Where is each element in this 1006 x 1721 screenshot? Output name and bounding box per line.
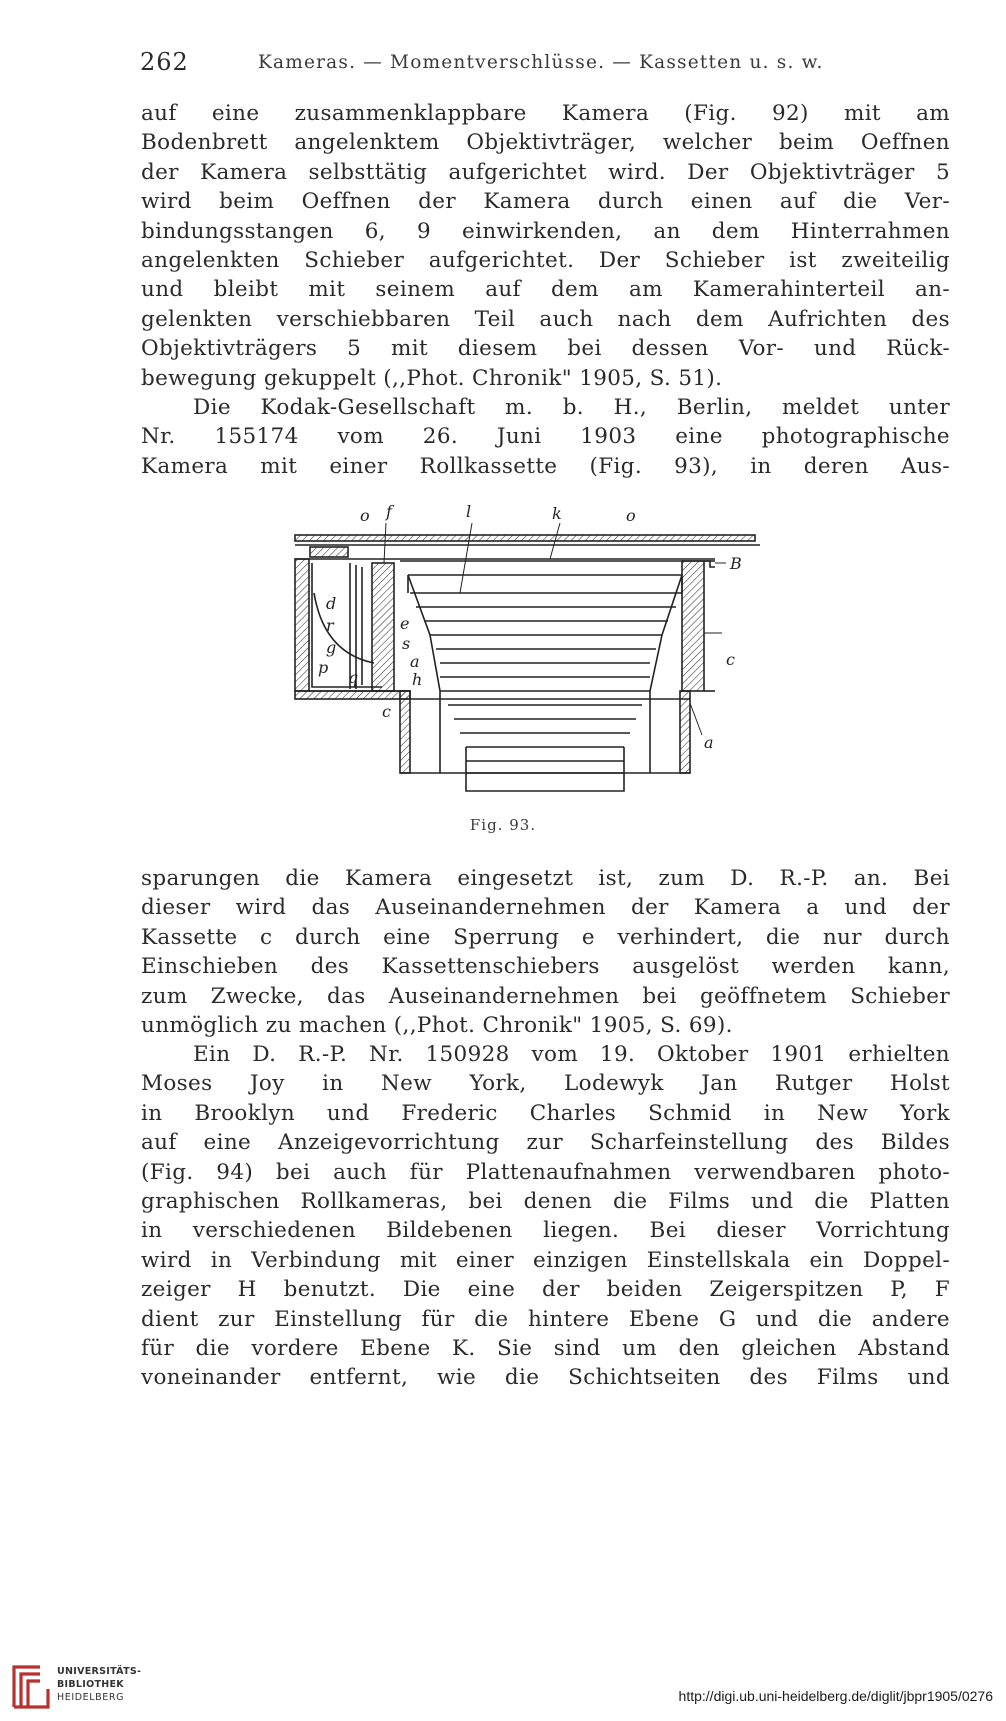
figure-label: o [626,506,636,525]
text-line: Objektivträgers 5 mit diesem bei dessen Vor- und Rück- [141,336,950,362]
figure-label: h [412,670,423,689]
figure-label: q [348,668,359,687]
text-line: für die vordere Ebene K. Sie sind um den gleichen Abstand [141,1335,950,1361]
text-line: Die Kodak-Gesellschaft m. b. H., Berlin, meldet unter [193,395,950,420]
running-head: Kameras. — Momentverschlüsse. — Kassetten u. s. w. [258,52,824,73]
text-line: in verschiedenen Bildebenen liegen. Bei dieser Vorrichtung [141,1218,950,1244]
page-number: 262 [140,48,189,76]
logo-line: UNIVERSITÄTS- [57,1666,142,1677]
figure-93 [290,503,810,803]
text-line: wird beim Oeffnen der Kamera durch einen auf die Ver- [141,189,950,215]
text-line: zeiger H benutzt. Die eine der beiden Zeigerspitzen P, F [141,1277,950,1303]
text-line: dient zur Einstellung für die hintere Ebene G und die andere [141,1306,950,1332]
paragraph-3 [141,864,950,1040]
figure-label: e [400,614,410,633]
text-line: voneinander entfernt, wie die Schichtseiten des Films und [141,1365,950,1391]
logo-line: HEIDELBERG [57,1692,125,1703]
text-line: Einschieben des Kassettenschiebers ausgelöst werden kann, [141,954,950,980]
figure-label: B [730,554,742,573]
figure-label: g [326,638,337,657]
library-logo-text [57,1665,141,1704]
library-logo-icon [10,1663,52,1709]
figure-label: s [402,634,411,653]
figure-label: c [726,650,735,669]
figure-label: r [326,616,334,635]
figure-label: d [326,594,337,613]
text-line: und bleibt mit seinem auf dem am Kamerahinterteil an- [141,277,950,303]
text-line: angelenkten Schieber aufgerichtet. Der Schieber ist zweiteilig [141,247,950,273]
text-line: zum Zwecke, das Auseinandernehmen bei geöffnetem Schieber [141,983,950,1009]
text-line: Kassette c durch eine Sperrung e verhindert, die nur durch [141,924,950,950]
camera-cross-section-diagram [290,503,810,803]
text-line: Nr. 155174 vom 26. Juni 1903 eine photographische [141,424,950,450]
source-url-link[interactable]: http://digi.ub.uni-heidelberg.de/diglit/jbpr1905/0276 [678,1688,993,1704]
text-line: Kamera mit einer Rollkassette (Fig. 93), in deren Aus- [141,453,950,479]
library-logo[interactable] [10,1661,140,1713]
text-line: dieser wird das Auseinandernehmen der Kamera a und der [141,895,950,921]
text-line: bewegung gekuppelt (,,Phot. Chronik" 1905, S. 51). [141,365,723,391]
text-line: Moses Joy in New York, Lodewyk Jan Rutger Holst [141,1071,950,1097]
text-line: graphischen Rollkameras, bei denen die Films und die Platten [141,1188,950,1214]
figure-label: l [466,503,472,521]
logo-line: BIBLIOTHEK [57,1679,124,1690]
text-line: unmöglich zu machen (,,Phot. Chronik" 1905, S. 69). [141,1012,733,1038]
figure-label: p [318,658,329,677]
figure-label: k [552,504,562,523]
paragraph-1 [141,99,950,393]
text-line: auf eine zusammenklappbare Kamera (Fig. 92) mit am [141,101,950,126]
text-line: bindungsstangen 6, 9 einwirkenden, an dem Hinterrahmen [141,218,950,244]
figure-label: a [704,733,714,752]
text-line: Bodenbrett angelenktem Objektivträger, welcher beim Oeffnen [141,130,950,156]
text-line: in Brooklyn und Frederic Charles Schmid in New York [141,1100,950,1126]
text-line: gelenkten verschiebbaren Teil auch nach dem Aufrichten des [141,306,950,332]
text-line: (Fig. 94) bei auch für Plattenaufnahmen verwendbaren photo- [141,1159,950,1185]
figure-label: c [382,702,391,721]
text-line: der Kamera selbsttätig aufgerichtet wird. Der Objektivträger 5 [141,159,950,185]
paragraph-2 [141,393,950,481]
figure-label: a [410,652,420,671]
figure-label: o [360,506,370,525]
text-line: auf eine Anzeigevorrichtung zur Scharfeinstellung des Bildes [141,1130,950,1156]
figure-caption: Fig. 93. [469,816,537,834]
page-header [140,48,950,88]
text-line: Ein D. R.-P. Nr. 150928 vom 19. Oktober 1901 erhielten [193,1042,950,1067]
paragraph-4 [141,1040,950,1393]
text-line: sparungen die Kamera eingesetzt ist, zum D. R.-P. an. Bei [141,866,950,891]
text-line: wird in Verbindung mit einer einzigen Einstellskala ein Doppel- [141,1247,950,1273]
figure-label: f [386,503,392,521]
